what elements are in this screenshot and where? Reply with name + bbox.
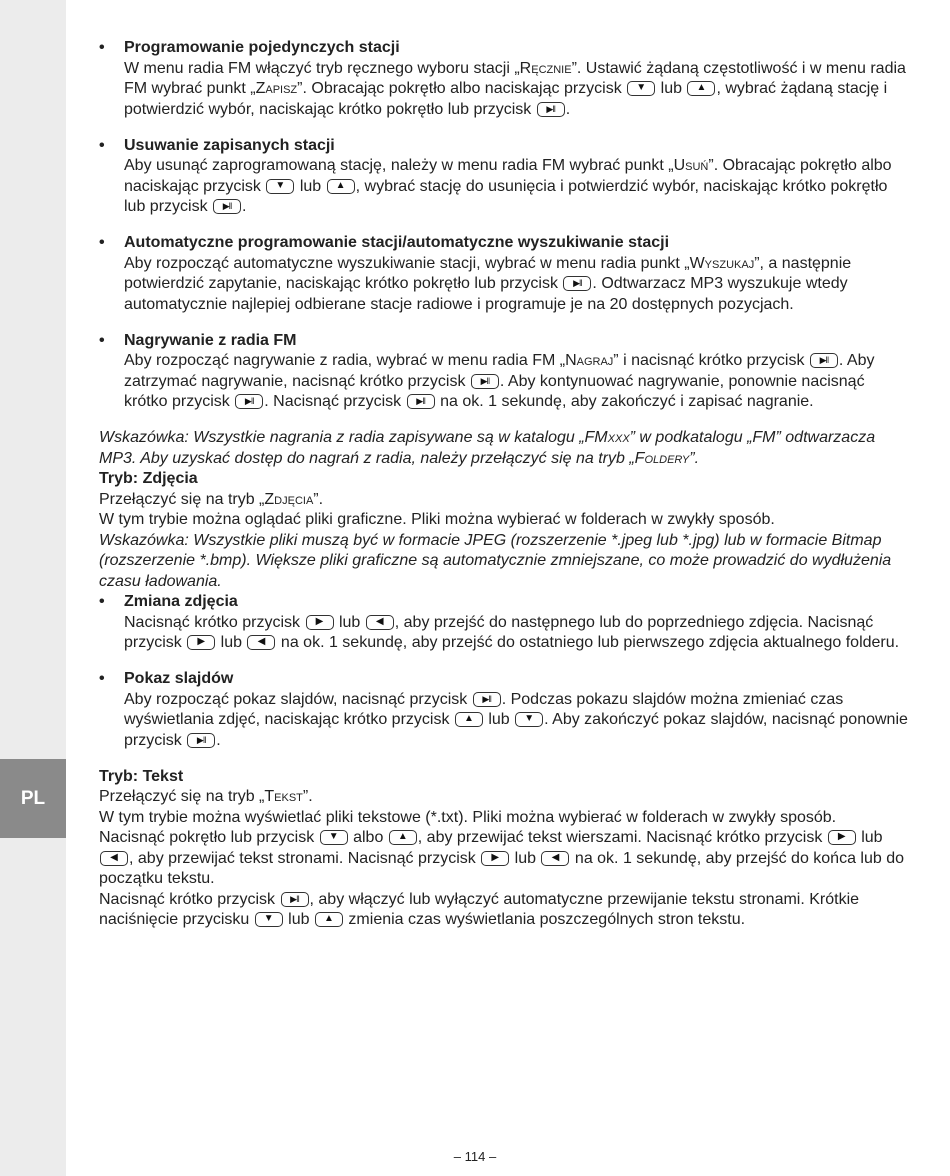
text: xxx	[607, 429, 630, 446]
down-button-icon	[255, 912, 283, 927]
text: lub	[856, 829, 883, 846]
text: . Aby zatrzymać nagrywanie, nacisnąć krótko przycisk	[124, 352, 875, 390]
text: Przełączyć się na tryb „	[99, 490, 265, 508]
text: , aby przewijać tekst wierszami. Nacisnąć krótko przycisk	[417, 829, 827, 846]
menu-item-label: Zdjęcia	[264, 490, 314, 508]
down-button-icon	[627, 81, 655, 96]
text: ” w podkatalogu „FM” odtwarzacza MP3. Aby uzyskać dostęp do nagrań z radia, należy przełączyć się na tryb „	[99, 429, 876, 467]
left-button-icon	[541, 851, 569, 866]
bullet-heading: • Zmiana zdjęcia	[124, 593, 238, 610]
text: . Nacisnąć przycisk	[264, 393, 406, 410]
text: ”, a następnie potwierdzić zapytanie, naciskając krótko pokrętło lub przycisk	[124, 254, 852, 292]
menu-item-label: Foldery	[634, 449, 690, 467]
text: albo	[348, 829, 388, 846]
text: lub	[216, 634, 247, 651]
down-button-icon	[515, 712, 543, 727]
text: .	[216, 731, 221, 749]
play-pause-button-icon	[471, 374, 499, 389]
section-title-tekst: Tryb: Tekst	[99, 767, 184, 785]
text: .	[242, 198, 247, 215]
text: , wybrać stację do usunięcia i potwierdzić wybór, naciskając krótko pokrętło lub przycisk	[124, 177, 888, 215]
text: na ok. 1 sekundę, aby zakończyć i zapisać nagranie.	[435, 393, 814, 410]
text: Aby rozpocząć pokaz slajdów, nacisnąć przycisk	[124, 690, 472, 708]
menu-item-label: Zapisz	[255, 80, 298, 97]
bullet-heading: • Programowanie pojedynczych stacji	[124, 39, 400, 56]
text: Aby rozpocząć nagrywanie z radia, wybrać w menu radia FM „	[124, 352, 566, 369]
bullet-heading: • Pokaz slajdów	[124, 670, 234, 687]
up-button-icon	[389, 830, 417, 845]
hint-image-formats: Wskazówka: Wszystkie pliki muszą być w formacie JPEG (rozszerzenie *.jpeg lub *.jpg) lub w formacie Bitmap (rozszerzenie *.bmp). Większe pliki graficzne są automatycznie zmniejszane, co może prowadzić do wydłużenia czasu ładowania.	[99, 531, 892, 590]
hint-recordings	[99, 428, 911, 469]
text: na ok. 1 sekundę, aby przejść do ostatniego lub pierwszego zdjęcia aktualnego folderu.	[276, 634, 900, 651]
left-button-icon	[247, 635, 275, 650]
menu-item-label: Nagraj	[565, 352, 614, 369]
paragraph	[99, 787, 911, 808]
text: Wskazówka: Wszystkie nagrania z radia zapisywane są w katalogu „FM	[99, 429, 608, 446]
sidebar	[0, 0, 66, 1176]
text: W menu radia FM włączyć tryb ręcznego wyboru stacji „	[124, 59, 520, 77]
text: ”.	[689, 449, 700, 467]
text: ”.	[313, 490, 324, 508]
text: , aby przewijać tekst stronami. Nacisnąć przycisk	[129, 849, 481, 867]
text: na ok. 1 sekundę, aby przejść do końca lub do początku tekstu.	[99, 849, 905, 887]
bullet-heading: • Nagrywanie z radia FM	[124, 331, 297, 349]
text: . Podczas pokazu slajdów można zmieniać czas wyświetlania zdjęć, naciskając krótko przycisk	[124, 690, 844, 728]
text: Aby usunąć zaprogramowaną stację, należy w menu radia FM wybrać punkt „	[124, 157, 674, 174]
section-programowanie	[99, 38, 911, 120]
text: lub	[295, 177, 326, 195]
text: , aby włączyć lub wyłączyć automatyczne przewijanie tekstu stronami. Krótkie naciśnięcie przycisku	[99, 890, 860, 928]
text: Nacisnąć krótko przycisk	[99, 890, 280, 908]
up-button-icon	[315, 912, 343, 927]
play-pause-button-icon	[563, 276, 591, 291]
text: ”. Obracając pokrętło albo naciskając przycisk	[124, 157, 892, 195]
play-pause-button-icon	[810, 353, 838, 368]
paragraph	[99, 490, 911, 511]
page-number: – 114 –	[453, 1149, 497, 1164]
play-pause-button-icon	[407, 394, 435, 409]
paragraph: W tym trybie można wyświetlać pliki tekstowe (*.txt). Pliki można wybierać w folderach w zwykły sposób.	[99, 808, 837, 826]
page-content	[99, 38, 911, 931]
text: Przełączyć się na tryb „	[99, 788, 265, 805]
text: ”.	[302, 788, 313, 805]
right-button-icon	[828, 830, 856, 845]
right-button-icon	[187, 635, 215, 650]
text: lub	[283, 911, 314, 928]
menu-item-label: Wyszukaj	[689, 254, 755, 272]
text: lub	[656, 80, 687, 97]
text: . Aby zakończyć pokaz slajdów, nacisnąć ponownie przycisk	[124, 711, 908, 749]
play-pause-button-icon	[213, 199, 241, 214]
menu-item-label: Tekst	[264, 788, 303, 805]
text: lub	[483, 711, 515, 728]
bullet-heading: • Usuwanie zapisanych stacji	[124, 136, 335, 154]
section-usuwanie	[99, 136, 911, 218]
left-button-icon	[366, 615, 394, 630]
text: . Odtwarzacz MP3 wyszukuje wtedy automatycznie najlepiej odbierane stacje radiowe i programuje je na 20 dostępnych pozycjach.	[124, 275, 848, 313]
text: Nacisnąć krótko przycisk	[124, 613, 305, 631]
play-pause-button-icon	[473, 692, 501, 707]
text: . Aby kontynuować nagrywanie, ponownie nacisnąć krótko przycisk	[124, 372, 865, 410]
text: lub	[334, 613, 365, 631]
bullet-heading: • Automatyczne programowanie stacji/automatyczne wyszukiwanie stacji	[124, 234, 670, 251]
paragraph	[99, 890, 911, 931]
text: , aby przejść do następnego lub do poprzedniego zdjęcia. Nacisnąć przycisk	[124, 613, 874, 651]
play-pause-button-icon	[537, 102, 565, 117]
menu-item-label: Usuń	[673, 157, 709, 174]
left-button-icon	[100, 851, 128, 866]
text: Nacisnąć pokrętło lub przycisk	[99, 829, 319, 846]
section-zmiana-zdjecia	[99, 592, 911, 654]
play-pause-button-icon	[281, 892, 309, 907]
text: ” i nacisnąć krótko przycisk	[613, 352, 809, 369]
down-button-icon	[266, 179, 294, 194]
section-nagrywanie	[99, 331, 911, 413]
text: ”. Ustawić żądaną częstotliwość i w menu radia FM wybrać punkt „	[124, 59, 906, 97]
text: lub	[510, 849, 541, 867]
play-pause-button-icon	[187, 733, 215, 748]
text: .	[565, 100, 571, 118]
up-button-icon	[687, 81, 715, 96]
language-tab: PL	[0, 759, 66, 838]
section-title-zdjecia: Tryb: Zdjęcia	[99, 470, 198, 487]
down-button-icon	[320, 830, 348, 845]
right-button-icon	[306, 615, 334, 630]
menu-item-label: Ręcznie	[519, 59, 572, 77]
paragraph: W tym trybie można oglądać pliki graficzne. Pliki można wybierać w folderach w zwykły sposób.	[99, 511, 775, 528]
paragraph	[99, 828, 911, 890]
play-pause-button-icon	[235, 394, 263, 409]
section-automatyczne	[99, 233, 911, 315]
text: zmienia czas wyświetlania poszczególnych stron tekstu.	[343, 911, 746, 928]
section-pokaz-slajdow	[99, 669, 911, 751]
up-button-icon	[327, 179, 355, 194]
right-button-icon	[481, 851, 509, 866]
up-button-icon	[455, 712, 483, 727]
text: Aby rozpocząć automatyczne wyszukiwanie stacji, wybrać w menu radia punkt „	[124, 254, 690, 272]
text: ”. Obracając pokrętło albo naciskając przycisk	[297, 80, 627, 97]
text: , wybrać żądaną stację i potwierdzić wybór, naciskając krótko pokrętło lub przycisk	[124, 80, 888, 118]
